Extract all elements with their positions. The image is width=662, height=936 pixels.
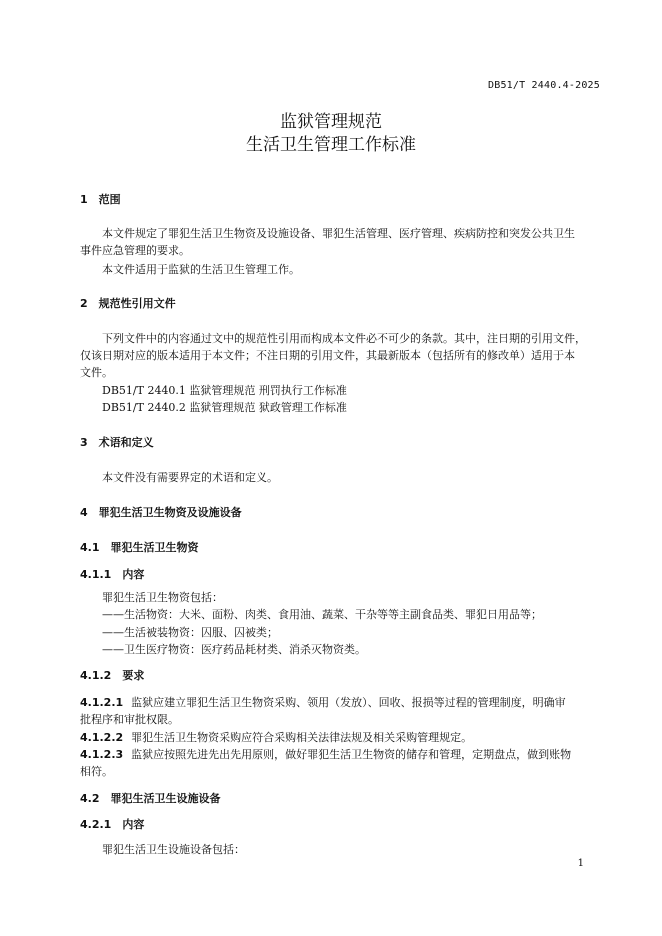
section-2-paragraph-line-2: 仅该日期对应的版本适用于本文件；不注日期的引用文件，其最新版本（包括所有的修改单）适用于本 — [80, 349, 575, 362]
page-number: 1 — [577, 858, 584, 869]
clause-4-1-2-2 — [80, 729, 600, 746]
title-line-1: 监狱管理规范 — [280, 112, 382, 132]
list-item: ——卫生医疗物资：医疗药品耗材类、消杀灭物资类。 — [102, 643, 366, 656]
clause-number: 4.1.2.2 — [80, 731, 124, 744]
section-2-paragraph-line-1: 下列文件中的内容通过文中的规范性引用而构成本文件必不可少的条款。其中，注日期的引用文件， — [102, 332, 586, 345]
section-4-2-1-heading: 4.2.1 内容 — [80, 818, 145, 831]
section-1-paragraph-1-line-2: 事件应急管理的要求。 — [80, 244, 190, 257]
section-3-paragraph: 本文件没有需要界定的术语和定义。 — [102, 471, 278, 484]
section-4-1-heading: 4.1 罪犯生活卫生物资 — [80, 541, 199, 554]
section-2-heading: 2 规范性引用文件 — [80, 297, 176, 310]
clause-number: 4.1.2.1 — [80, 696, 124, 709]
clause-text-line-1: 监狱应建立罪犯生活卫生物资采购、领用（发放）、回收、报损等过程的管理制度，明确审 — [131, 696, 566, 709]
section-2-paragraph-line-3: 文件。 — [80, 366, 113, 379]
list-item: ——生活物资：大米、面粉、肉类、食用油、蔬菜、干杂等等主副食品类、罪犯日用品等； — [102, 608, 542, 621]
title-line-2: 生活卫生管理工作标准 — [246, 135, 416, 155]
clause-number: 4.1.2.3 — [80, 748, 124, 761]
section-4-2-heading: 4.2 罪犯生活卫生设施设备 — [80, 792, 221, 805]
clause-text-line-2: 相符。 — [80, 765, 113, 778]
clause-text-line-1: 监狱应按照先进先出先用原则，做好罪犯生活卫生物资的储存和管理，定期盘点，做到账物 — [131, 748, 572, 761]
section-4-1-1-intro: 罪犯生活卫生物资包括： — [102, 591, 223, 604]
document-code: DB51/T 2440.4-2025 — [488, 80, 600, 91]
clause-text-line-2: 批程序和审批权限。 — [80, 713, 179, 726]
section-4-heading: 4 罪犯生活卫生物资及设施设备 — [80, 506, 242, 519]
section-4-1-1-heading: 4.1.1 内容 — [80, 568, 145, 581]
section-1-paragraph-1-line-1: 本文件规定了罪犯生活卫生物资及设施设备、罪犯生活管理、医疗管理、疾病防控和突发公共卫生 — [102, 227, 575, 240]
section-1-paragraph-2: 本文件适用于监狱的生活卫生管理工作。 — [102, 263, 300, 276]
clause-text: 罪犯生活卫生物资采购应符合采购相关法律法规及相关采购管理规定。 — [131, 731, 473, 744]
section-3-heading: 3 术语和定义 — [80, 436, 154, 449]
section-4-2-1-intro: 罪犯生活卫生设施设备包括： — [102, 843, 245, 856]
clause-4-1-2-3 — [80, 746, 600, 780]
section-4-1-2-heading: 4.1.2 要求 — [80, 669, 145, 682]
list-item: ——生活被装物资：囚服、囚被类； — [102, 626, 278, 639]
section-1-heading: 1 范围 — [80, 193, 121, 206]
clause-4-1-2-1 — [80, 694, 600, 728]
normative-reference-1: DB51/T 2440.1 监狱管理规范 刑罚执行工作标准 — [102, 384, 347, 397]
normative-reference-2: DB51/T 2440.2 监狱管理规范 狱政管理工作标准 — [102, 401, 347, 414]
